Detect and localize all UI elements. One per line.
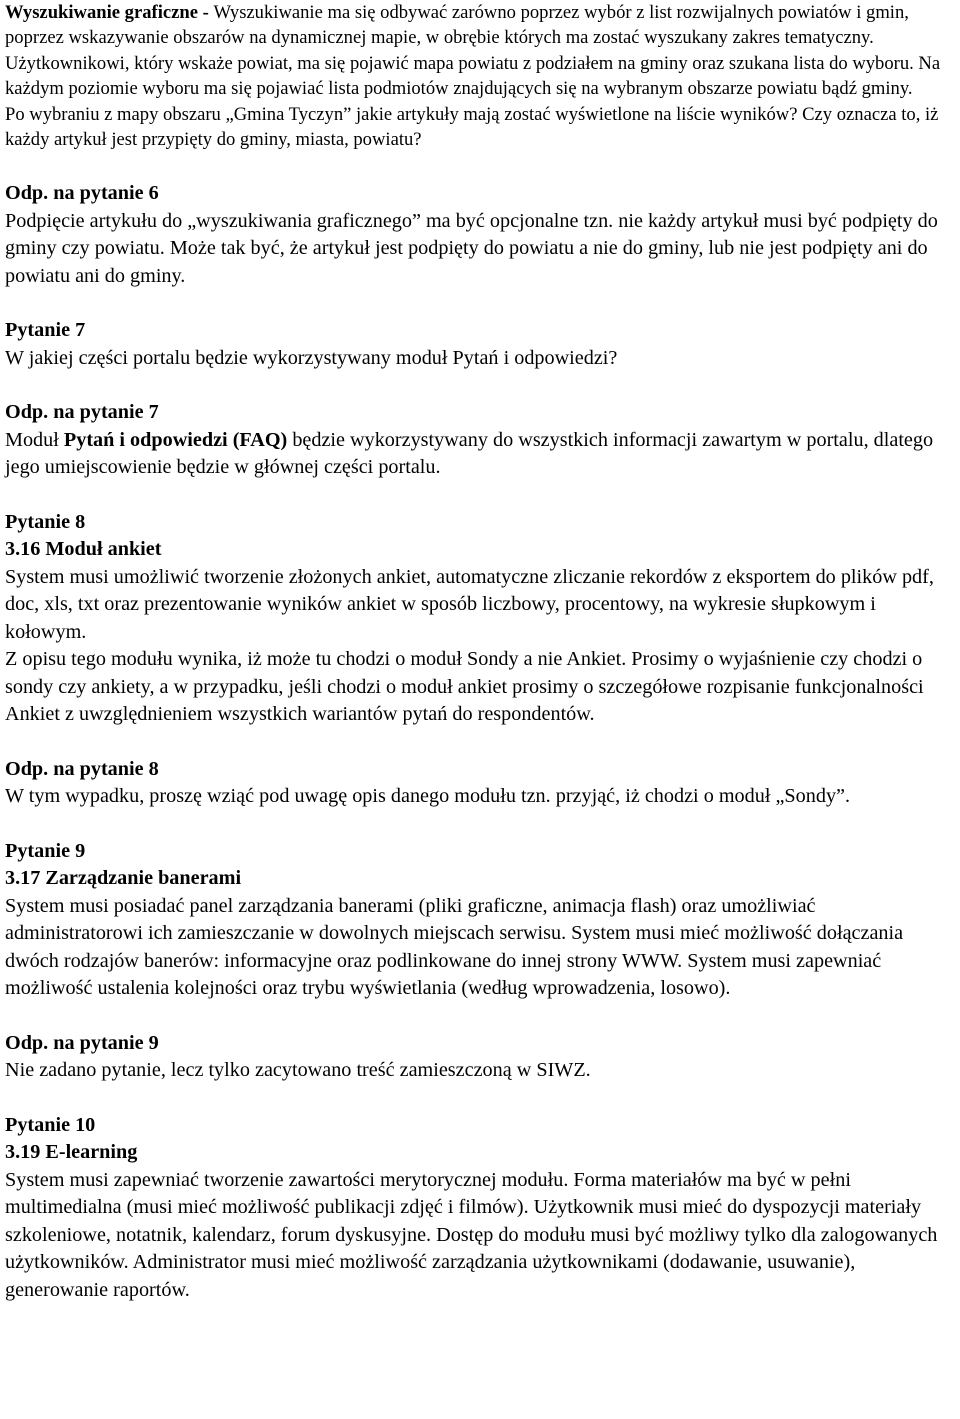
question-9-text: System musi posiadać panel zarządzania banerami (pliki graficzne, animacja flash) oraz umożliwiać administratorowi ich zamieszczanie w dowolnych miejscach serwisu. System musi mieć możliwość dołączania dwóch rodzajów banerów: informacyjne oraz podlinkowane do innej strony WWW. System musi zapewniać możliwość ustalenia kolejności oraz trybu wyświetlania (według wprowadzenia, losowo).	[5, 894, 904, 1000]
intro-question: Po wybraniu z mapy obszaru „Gmina Tyczyn” jakie artykuły mają zostać wyświetlone na liście wyników? Czy oznacza to, iż każdy artykuł jest przypięty do gminy, miasta, powiatu?	[5, 103, 939, 151]
question-10-section: 3.19 E-learning	[5, 1141, 138, 1164]
intro-lead: Wyszukiwanie graficzne -	[5, 2, 214, 23]
question-7-heading: Pytanie 7	[5, 319, 86, 342]
question-10-heading: Pytanie 10	[5, 1113, 96, 1136]
answer-7-text: Moduł Pytań i odpowiedzi (FAQ) będzie wykorzystywany do wszystkich informacji zawartym w portalu, dlatego jego umiejscowienie będzie w głównej części portalu.	[5, 428, 934, 479]
answer-7-heading: Odp. na pytanie 7	[5, 401, 159, 424]
answer-8-heading: Odp. na pytanie 8	[5, 757, 159, 780]
question-8-section: 3.16 Moduł ankiet	[5, 538, 162, 561]
intro-text: Wyszukiwanie ma się odbywać zarówno poprzez wybór z list rozwijalnych powiatów i gmin, poprzez wskazywanie obszarów na dynamicznej mapie, w obrębie których ma zostać wyszukany zakres tematyczny. Użytkownikowi, który wskaże powiat, ma się pojawić mapa powiatu z podziałem na gminy oraz szukana lista do wyboru. Na każdym poziomie wyboru ma się pojawiać lista podmiotów znajdujących się na wybranym obszarze powiatu bądź gminy.	[5, 2, 941, 100]
question-9-section: 3.17 Zarządzanie banerami	[5, 867, 242, 890]
answer-6-text: Podpięcie artykułu do „wyszukiwania graficznego” ma być opcjonalne tzn. nie każdy artykuł musi być podpięty do gminy czy powiatu. Może tak być, że artykuł jest podpięty do powiatu a nie do gminy, lub nie jest podpięty ani do powiatu ani do gminy.	[5, 209, 938, 287]
answer-6-heading: Odp. na pytanie 6	[5, 182, 159, 205]
answer-9-text: Nie zadano pytanie, lecz tylko zacytowano treść zamieszczoną w SIWZ.	[5, 1059, 591, 1082]
question-8-request: Z opisu tego modułu wynika, iż może tu chodzi o moduł Sondy a nie Ankiet. Prosimy o wyjaśnienie czy chodzi o sondy czy ankiety, a w przypadku, jeśli chodzi o moduł ankiet prosimy o szczegółowe rozpisanie funkcjonalności Ankiet z uwzględnieniem wszystkich wariantów pytań do respondentów.	[5, 648, 924, 726]
answer-9-heading: Odp. na pytanie 9	[5, 1031, 159, 1054]
question-9-heading: Pytanie 9	[5, 839, 86, 862]
intro-paragraph	[5, 0, 956, 102]
question-10-text: System musi zapewniać tworzenie zawartości merytorycznej modułu. Forma materiałów ma być w pełni multimedialna (musi mieć możliwość publikacji zdjęć i filmów). Użytkownik musi mieć do dyspozycji materiały szkoleniowe, notatnik, kalendarz, forum dyskusyjne. Dostęp do modułu musi być możliwy tylko dla zalogowanych użytkowników. Administrator musi mieć możliwość zarządzania użytkownikami (dodawanie, usuwanie), generowanie raportów.	[5, 1168, 938, 1301]
question-8-text: System musi umożliwić tworzenie złożonych ankiet, automatyczne zliczanie rekordów z eksportem do plików pdf, doc, xls, txt oraz prezentowanie wyników ankiet w sposób liczbowy, procentowy, na wykresie słupkowym i kołowym.	[5, 565, 934, 643]
answer-8-text: W tym wypadku, proszę wziąć pod uwagę opis danego modułu tzn. przyjąć, iż chodzi o moduł „Sondy”.	[5, 785, 851, 808]
question-8-heading: Pytanie 8	[5, 510, 86, 533]
question-7-text: W jakiej części portalu będzie wykorzystywany moduł Pytań i odpowiedzi?	[5, 346, 618, 369]
answer-7-bold: Pytań i odpowiedzi (FAQ)	[63, 428, 288, 451]
